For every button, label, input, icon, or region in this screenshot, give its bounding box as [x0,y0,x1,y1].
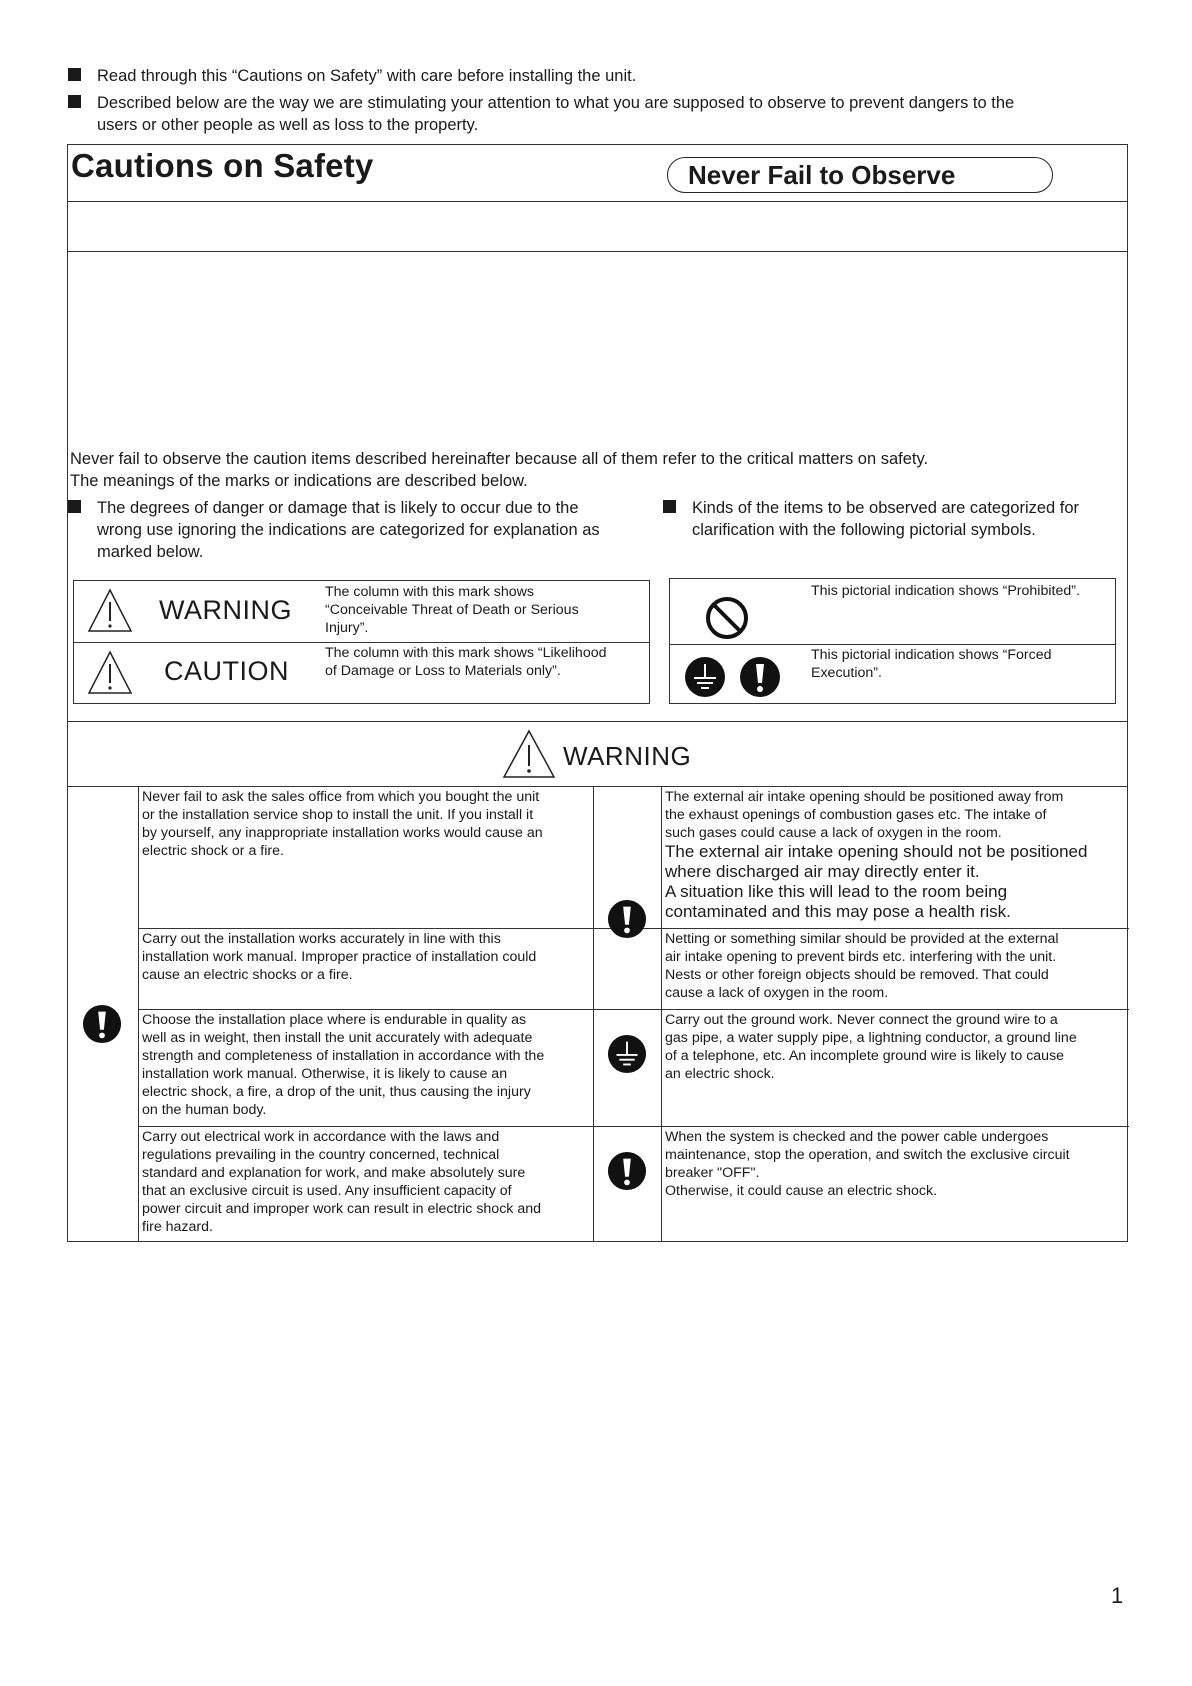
intro-bullet-2: Described below are the way we are stimulating your attention to what you are supposed to observe to prevent dangers to the users or other people as well as loss to the property. [68,92,1118,136]
divider [68,251,1127,252]
prohibited-description: This pictorial indication shows “Prohibited”. [811,583,1080,599]
table-row: Netting or something similar should be provided at the external air intake opening to prevent birds etc. interfering with the unit. Nests or other foreign objects should be removed. That could cause a lack of oxygen in the room. [665,931,1059,1001]
degrees-bullet: The degrees of danger or damage that is likely to occur due to the wrong use ignoring the indications are categorized for explanation as marked below. [68,497,658,563]
never-fail-badge: Never Fail to Observe [667,157,1053,193]
intro-paragraph: Never fail to observe the caution items described hereinafter because all of them refer to the critical matters on safety. [70,450,929,468]
table-row: Carry out the ground work. Never connect the ground wire to a gas pipe, a water supply pipe, a lightning conductor, a ground line of a telephone, etc. An incomplete ground wire is likely to cause an electric shock. [665,1012,1077,1082]
square-bullet-icon [68,68,81,81]
page-title: Cautions on Safety [71,147,374,184]
caution-triangle-icon [87,649,133,695]
square-bullet-icon [68,95,81,108]
table-row: Carry out the installation works accurately in line with this installation work manual. Improper practice of installation could cause an electric shocks or a fire. [142,931,537,983]
forced-execution-description: This pictorial indication shows “Forced Execution”. [811,647,1052,681]
exclamation-icon [607,1151,647,1191]
warning-triangle-icon [502,729,556,779]
warning-triangle-icon [87,587,133,633]
intro-bullet-1: Read through this “Cautions on Safety” with care before installing the unit. [68,65,1118,87]
warning-table [68,787,1127,1242]
exclamation-icon [739,656,781,698]
table-row: The external air intake opening should be positioned away from the exhaust openings of combustion gases etc. The intake of such gases could cause a lack of oxygen in the room. [665,789,1064,841]
ground-icon [684,656,726,698]
warning-description: The column with this mark shows “Conceivable Threat of Death or Serious Injury”. [325,584,579,636]
pictorial-symbol-legend [669,578,1116,704]
square-bullet-icon [68,500,81,513]
hazard-level-legend [73,580,650,704]
intro-paragraph: The meanings of the marks or indications are described below. [70,472,528,490]
caution-label: CAUTION [164,656,289,686]
table-row: When the system is checked and the power cable undergoes maintenance, stop the operation, and switch the exclusive circuit breaker "OFF". Otherwise, it could cause an electric shock. [665,1129,1070,1199]
divider [68,201,1127,202]
exclamation-icon [82,1004,122,1044]
kinds-bullet: Kinds of the items to be observed are categorized for clarification with the following pictorial symbols. [663,497,1123,541]
square-bullet-icon [663,500,676,513]
warning-label: WARNING [159,595,292,625]
table-row: Carry out electrical work in accordance with the laws and regulations prevailing in the country concerned, technical standard and explanation for work, and make absolutely sure that an exclusive circuit is used. Any insufficient capacity of power circuit and improper work can result in electric shock and fire hazard. [142,1129,541,1235]
prohibited-icon [704,595,750,641]
warning-heading: WARNING [563,741,692,771]
table-row: Choose the installation place where is endurable in quality as well as in weight, then install the unit accurately with adequate strength and completeness of installation in accordance with the installation work manual. Otherwise, it is likely to cause an electric shock, a fire, a drop of the unit, thus causing the injury on the human body. [142,1012,545,1118]
safety-frame [67,144,1128,1242]
divider [68,721,1127,722]
page-number: 1 [1111,1583,1124,1608]
warning-section-header [68,723,1127,786]
exclamation-icon [607,899,647,939]
table-row: Never fail to ask the sales office from which you bought the unit or the installation service shop to install the unit. If you install it by yourself, any inappropriate installation works would cause an electric shock or a fire. [142,789,543,859]
ground-icon [607,1034,647,1074]
table-row: The external air intake opening should not be positioned where discharged air may directly enter it. A situation like this will lead to the room being contaminated and this may pose a health risk. [665,842,1088,921]
caution-description: The column with this mark shows “Likelihood of Damage or Loss to Materials only”. [325,645,607,679]
